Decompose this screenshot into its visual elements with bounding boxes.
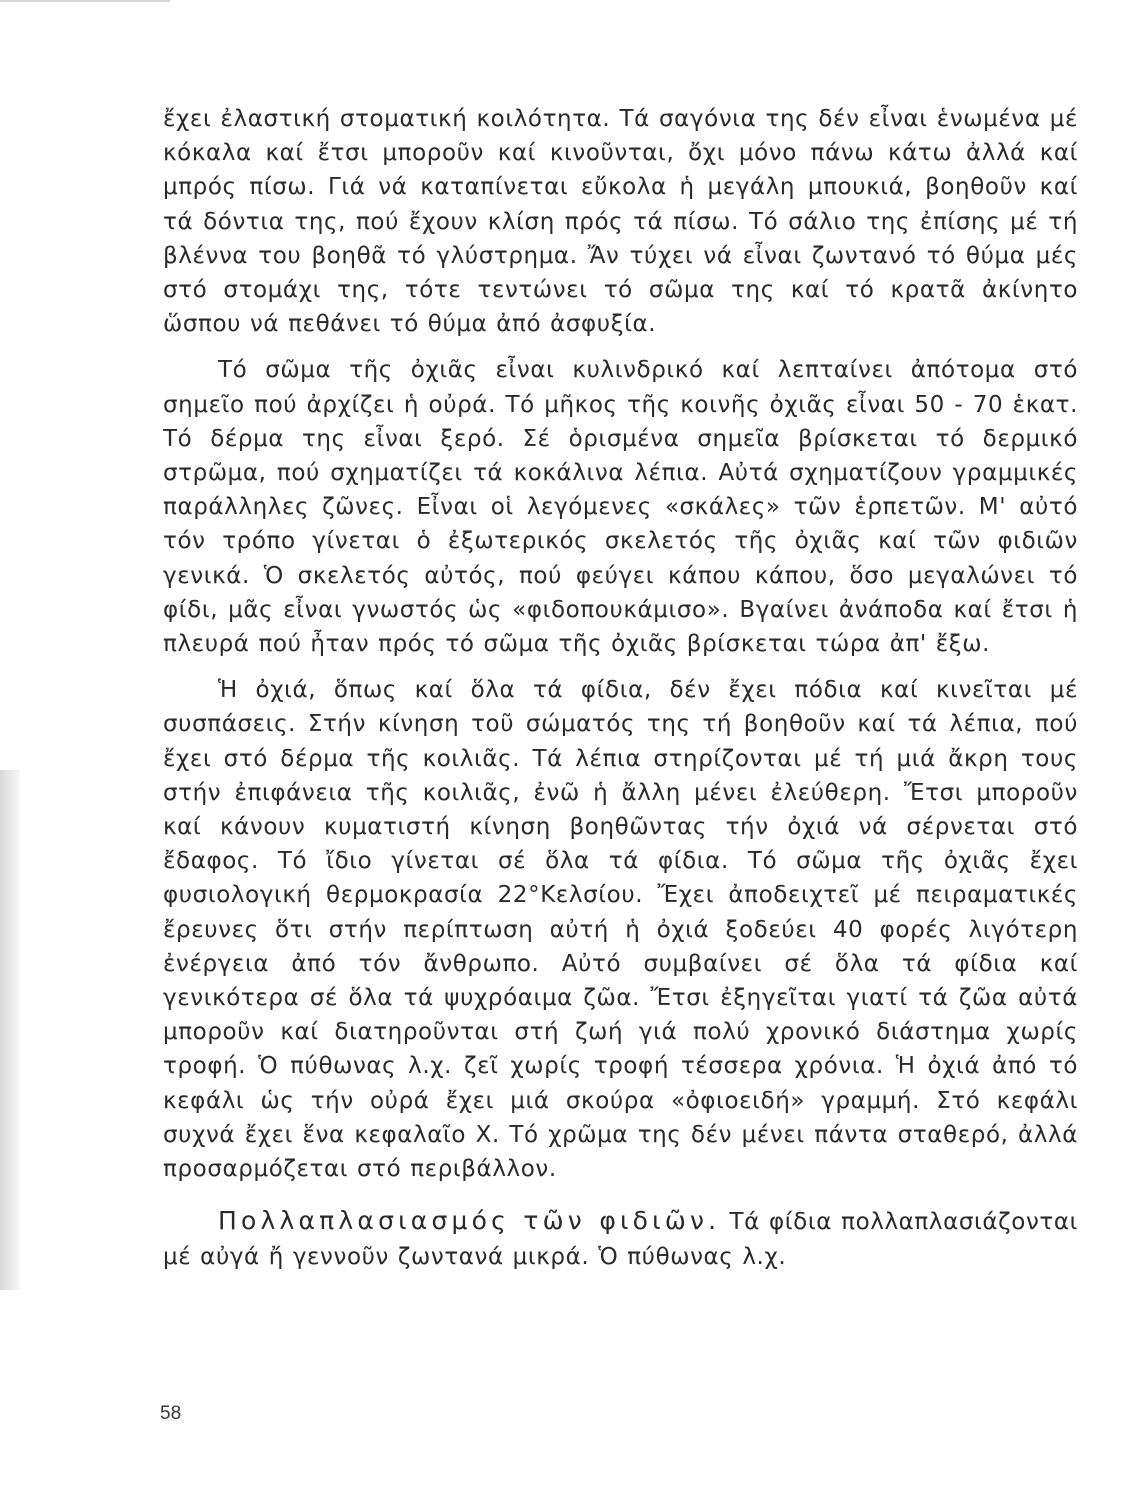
paragraph-movement: Ἡ ὀχιά, ὅπως καί ὅλα τά φίδια, δέν ἔχει πόδια καί κινεῖται μέ συσπάσεις. Στήν κίνηση τοῦ σώματός της τή βοηθοῦν καί τά λέπια, πού ἔχει στό δέρμα τῆς κοιλιᾶς. Τά λέπια στηρίζονται μέ τή μιά ἄκρη τους στήν ἐπιφάνεια τῆς κοιλιᾶς, ἐνῶ ἡ ἄλλη μένει ἐλεύθερη. Ἔτσι μποροῦν καί κάνουν κυματιστή κίνηση βοηθῶντας τήν ὀχιά νά σέρνεται στό ἔδαφος. Τό ἴδιο γίνεται σέ ὅλα τά φίδια. Τό σῶμα τῆς ὀχιᾶς ἔχει φυσιολογική θερμοκρασία 22°Κελσίου. Ἔχει ἀποδειχτεῖ μέ πειραματικές ἔρευνες ὅτι στήν περίπτωση αὐτή ἡ ὀχιά ξοδεύει 40 φορές λιγότερη ἐνέργεια ἀπό τόν ἄνθρωπο. Αὐτό συμβαίνει σέ ὅλα τά φίδια καί γενικότερα σέ ὅλα τά ψυχρόαιμα ζῶα. Ἔτσι ἐξηγεῖται γιατί τά ζῶα αὐτά μποροῦν καί διατηροῦνται στή ζωή γιά πολύ χρονικό διάστημα χωρίς τροφή. Ὁ πύθωνας λ.χ. ζεῖ χωρίς τροφή τέσσερα χρόνια. Ἡ ὀχιά ἀπό τό κεφάλι ὡς τήν οὐρά ἔχει μιά σκούρα «ὀφιοειδή» γραμμή. Στό κεφάλι συχνά ἔχει ἕνα κεφαλαῖο Χ. Τό χρῶμα της δέν μένει πάντα σταθερό, ἀλλά προσαρμόζεται στό περιβάλλον. (163, 677, 1078, 1183)
paragraph-body: Τό σῶμα τῆς ὀχιᾶς εἶναι κυλινδρικό καί λεπταίνει ἀπότομα στό σημεῖο πού ἀρχίζει ἡ οὐρά. Τό μῆκος τῆς κοινῆς ὀχιᾶς εἶναι 50 - 70 ἑκατ. Τό δέρμα της εἶναι ξερό. Σέ ὁρισμένα σημεῖα βρίσκεται τό δερμικό στρῶμα, πού σχηματίζει τά κοκάλινα λέπια. Αὐτά σχηματίζουν γραμμικές παράλληλες ζῶνες. Εἶναι οἱ λεγόμενες «σκάλες» τῶν ἑρπετῶν. Μ' αὐτό τόν τρόπο γίνεται ὁ ἐξωτερικός σκελετός τῆς ὀχιᾶς καί τῶν φιδιῶν γενικά. Ὁ σκελετός αὐτός, πού φεύγει κάπου κάπου, ὅσο μεγαλώνει τό φίδι, μᾶς εἶναι γνωστός ὡς «φιδοπουκάμισο». Βγαίνει ἀνάποδα καί ἔτσι ἡ πλευρά πού ἦταν πρός τό σῶμα τῆς ὀχιᾶς βρίσκεται τώρα ἀπ' ἔξω. (163, 357, 1078, 658)
paragraph-reproduction (163, 1204, 1078, 1273)
paragraph-mouth: ἔχει ἐλαστική στοματική κοιλότητα. Τά σαγόνια της δέν εἶναι ἑνωμένα μέ κόκαλα καί ἔτσι μποροῦν καί κινοῦνται, ὄχι μόνο πάνω κάτω ἀλλά καί μπρός πίσω. Γιά νά καταπίνεται εὔκολα ἡ μεγάλη μπουκιά, βοηθοῦν καί τά δόντια της, πού ἔχουν κλίση πρός τά πίσω. Τό σάλιο της ἐπίσης μέ τή βλέννα του βοηθᾶ τό γλύστρημα. Ἄν τύχει νά εἶναι ζωντανό τό θύμα μές στό στομάχι της, τότε τεντώνει τό σῶμα της καί τό κρατᾶ ἀκίνητο ὥσπου νά πεθάνει τό θύμα ἀπό ἀσφυξία. (163, 106, 1078, 338)
section-text: Τά φίδια πολλαπλασιάζονται μέ αὐγά ἤ γεννοῦν ζωντανά μικρά. Ὁ πύθωνας λ.χ. (163, 1209, 1078, 1270)
page-body (163, 102, 1078, 1274)
scan-edge-shadow (0, 770, 20, 1290)
scan-top-rule (0, 0, 170, 2)
page-number: 58 (160, 1403, 182, 1424)
section-heading: Πολλαπλασιασμός τῶν φιδιῶν. (218, 1206, 721, 1236)
